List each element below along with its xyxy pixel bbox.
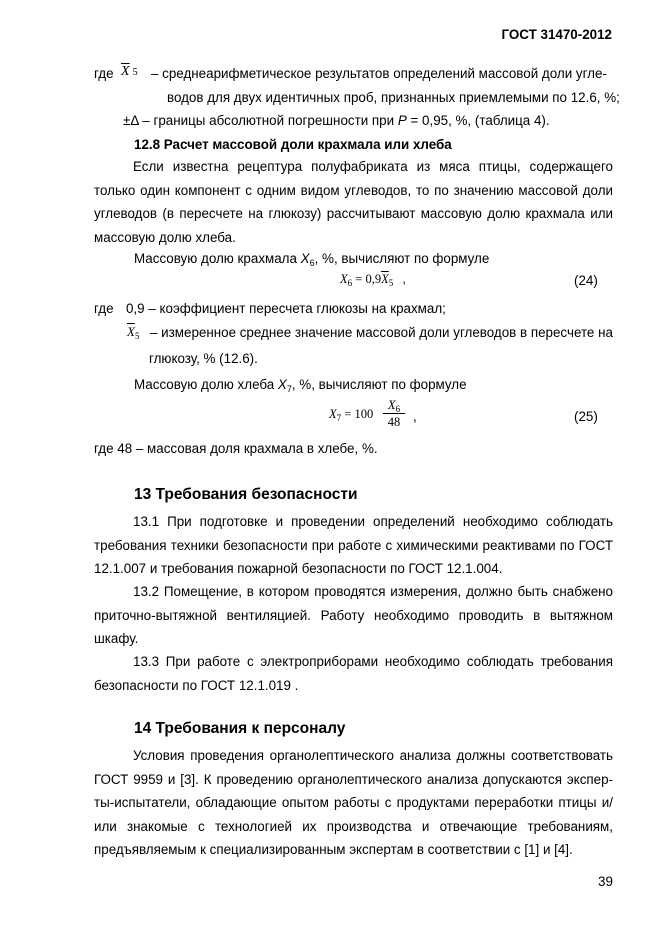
section-13-2: 13.2 Помещение, в котором проводятся измерения, должно быть снабжено приточно-вытяжной вентиляцией. Работу необходимо проводить в вытяжном шкафу. — [94, 584, 613, 646]
formula-25: $X_7 = 100$ — [329, 407, 374, 423]
coefficient-definition: 0,9 – коэффициент пересчета глюкозы на крахмал; — [126, 301, 446, 316]
formula-25-number: (25) — [574, 409, 598, 424]
section-13-heading: 13 Требования безопасности — [134, 486, 358, 503]
formula-25-comma: , — [413, 409, 417, 424]
section-12-8-heading: 12.8 Расчет массовой доли крахмала или хлеба — [134, 137, 452, 152]
section-14-heading: 14 Требования к персоналу — [134, 720, 346, 737]
where-label: где — [94, 66, 114, 81]
x5-definition-line1: – среднеарифметическое результатов определений массовой доли угле- — [151, 66, 607, 81]
section-13-3: 13.3 При работе с электроприборами необходимо соблюдать требования безопасности по ГОСТ 12.1.019 . — [94, 654, 613, 693]
bread-intro: Массовую долю хлеба $X_7$, %, вычисляют по формуле — [134, 377, 467, 394]
x5-symbol-2: $\overline{X}_5$ — [127, 324, 140, 341]
x5-definition-line2: водов для двух идентичных проб, признанных приемлемыми по 12.6, %; — [167, 90, 620, 105]
section-13-1: 13.1 При подготовке и проведении определений необходимо соблюдать требования техники безопасности при работе с химическими реактивами по ГОСТ 12.1.007 и требования пожарной безопасности по ГОСТ 12.1.004. — [94, 514, 613, 576]
where-label-2: где — [94, 301, 114, 316]
formula-25-fraction: $\frac{X_6}{48}$ — [383, 398, 405, 431]
bread-starch-definition: где 48 – массовая доля крахмала в хлебе, %. — [94, 441, 378, 456]
x5-measured-line2: глюкозу, % (12.6). — [149, 351, 258, 366]
formula-24-number: (24) — [574, 273, 598, 288]
x5-symbol: $\overline{X}$ 5 — [121, 64, 138, 79]
delta-definition: ±Δ – границы абсолютной погрешности при P = 0,95, %, (таблица 4). — [123, 113, 550, 128]
formula-24: $X_6 = 0,9\overline{X}_5$ , — [340, 272, 406, 288]
x5-measured-line1: – измеренное среднее значение массовой доли углеводов в пересчете на — [150, 325, 613, 340]
section-12-8-paragraph: Если известна рецептура полуфабриката из мяса птицы, содержащего только один компонент с одним видом углеводов, то по значению массовой доли углеводов (в пересчете на глюкозу) рассчитывают массовую долю крахмала или массовую долю хлеба. — [94, 159, 613, 245]
starch-intro: Массовую долю крахмала $X_6$, %, вычисляют по формуле — [134, 251, 490, 268]
section-14-paragraph: Условия проведения органолептического анализа должны соответствовать ГОСТ 9959 и [3]. К проведению органолептического анализа допускаются экспер-ты-испытатели, обладающие опытом работы с продуктами переработки птицы и/или знакомые с технологией их производства и отвечающие требованиям, предъявляемым к специализированным экспертам в соответствии с [1] и [4]. — [94, 748, 613, 857]
page-number: 39 — [598, 874, 613, 889]
document-header: ГОСТ 31470-2012 — [501, 27, 612, 42]
